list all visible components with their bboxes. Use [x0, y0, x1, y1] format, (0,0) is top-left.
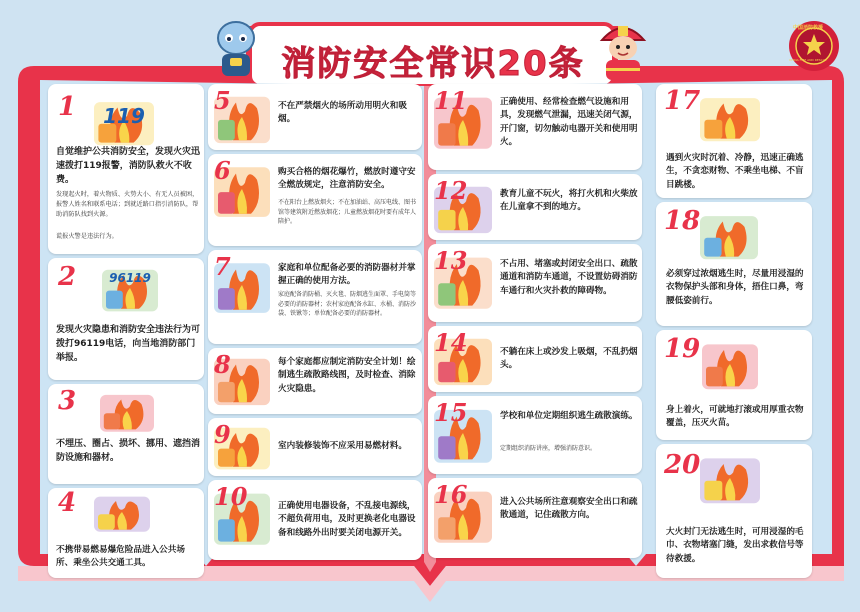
tip-picture-text-1: 119	[103, 103, 145, 128]
tip-main-text: 大火封门无法逃生时，可用浸湿的毛巾、衣物堵塞门缝，发出求救信号等待救援。	[666, 527, 804, 564]
tip-number: 7	[214, 252, 231, 281]
tip-main-text: 正确使用电器设备，不乱接电源线，不超负荷用电，及时更换老化电器设备和线路外出时要关闭电源开关。	[278, 501, 416, 538]
tip-number: 13	[434, 246, 468, 275]
tip-number: 15	[434, 398, 468, 427]
tip-number: 3	[58, 386, 77, 416]
tip-main-text: 学校和单位定期组织逃生疏散演练。	[500, 411, 638, 421]
poster-title-box	[258, 32, 608, 88]
tip-main-text: 室内装修装饰不应采用易燃材料。	[278, 441, 407, 451]
tip-main-text: 购买合格的烟花爆竹，燃放时遵守安全燃放规定，注意消防安全。	[278, 167, 416, 191]
tip-detail-text: 不在阳台上燃放烟火；不在加油站、高压电线、图书馆等建筑附近燃放烟花；儿童燃放烟花时要有成年人陪护。	[278, 199, 417, 226]
damaged-hydrant-icon	[98, 388, 156, 434]
tip-number: 2	[58, 262, 77, 292]
tip-main-text: 教育儿童不玩火，将打火机和火柴放在儿童拿不到的地方。	[500, 189, 638, 213]
tip-main-text: 不躺在床上或沙发上吸烟，不乱扔烟头。	[500, 347, 638, 371]
tip-main-text: 必须穿过浓烟逃生时，尽量用浸湿的衣物保护头部和身体，捂住口鼻，弯腰低姿前行。	[666, 269, 804, 306]
tip-main-text: 发现火灾隐患和消防安全违法行为可拨打96119电话，向当地消防部门举报。	[56, 325, 201, 363]
tip-number: 14	[434, 328, 468, 357]
tip-main-text: 遇到火灾时沉着、冷静，迅速正确逃生，不贪恋财物、不乘坐电梯、不盲目跳楼。	[666, 153, 804, 190]
firefighter-mascot-icon	[594, 18, 652, 82]
tip-main-text: 进入公共场所注意观察安全出口和疏散通道，记住疏散方向。	[500, 497, 638, 521]
tip-main-text: 不埋压、圈占、损坏、挪用、遮挡消防设施和器材。	[56, 439, 201, 463]
tip-main-text: 身上着火，可就地打滚或用厚重衣物覆盖，压灭火苗。	[666, 405, 804, 429]
tip-number: 10	[214, 482, 248, 511]
poster-title: 消防安全常识20条	[281, 43, 585, 84]
emblem-sublabel: CHINA FIRE AND RESCUE	[789, 58, 827, 62]
tip-note-text: 谎报火警是违法行为。	[56, 233, 118, 240]
report-phone-icon	[100, 262, 160, 314]
tip-picture-text-2: 96119	[109, 271, 151, 286]
tip-number: 4	[58, 488, 77, 518]
tip-number: 18	[664, 206, 701, 236]
tip-main-text: 不占用、堵塞或封闭安全出口、疏散通道和消防车通道，不设置妨碍消防车通行和火灾扑救的障碍物。	[500, 259, 638, 296]
tip-main-text: 不携带易燃易爆危险品进入公共场所、乘坐公共交通工具。	[56, 545, 185, 569]
tip-number: 20	[664, 450, 701, 480]
block-door-gap-icon	[698, 450, 762, 506]
tip-main-text: 正确使用、经常检查燃气设施和用具，发现燃气泄漏，迅速关闭气源，开门窗，切勿触动电器开关和使用明火。	[500, 97, 638, 147]
tip-number: 11	[434, 86, 468, 115]
tip-number: 17	[664, 86, 701, 116]
no-elevator-icon	[698, 90, 762, 144]
tip-detail-text: 发现起火时，着火物质、火势大小、有无人员被困，报警人姓名和联系电话；到就近路口指引消防队，帮助消防队找到火源。	[56, 191, 199, 218]
tip-main-text: 家庭和单位配备必要的消防器材并掌握正确的使用方法。	[278, 263, 416, 287]
tip-number: 12	[434, 176, 468, 205]
tip-number: 1	[58, 92, 77, 122]
tip-main-text: 自觉维护公共消防安全，发现火灾迅速拨打119报警，消防队救火不收费。	[56, 147, 201, 185]
emblem-label: 中国消防救援	[792, 25, 823, 31]
tip-main-text: 不在严禁烟火的场所动用明火和吸烟。	[278, 101, 407, 125]
robot-mascot-icon	[212, 18, 260, 80]
tip-number: 5	[214, 86, 231, 115]
tip-number: 19	[664, 334, 701, 364]
no-hazardous-goods-icon	[92, 490, 152, 534]
tip-number: 9	[214, 420, 231, 449]
tip-number: 16	[434, 480, 468, 509]
tip-detail-text: 定期组织消防讲座，增强消防意识。	[500, 445, 597, 452]
tip-main-text: 每个家庭都应制定消防安全计划！绘制逃生疏散路线图，及时检查、消除火灾隐患。	[278, 357, 416, 394]
tip-detail-text: 家庭配备消防桶、灭火毯、防烟逃生面罩、手电筒等必要的消防器材；农村家庭配备水缸、水桶、消防沙袋、铁锹等；单位配备必要的消防器材。	[278, 291, 417, 318]
tip-number: 6	[214, 156, 231, 185]
cover-mouth-icon	[698, 208, 760, 262]
tip-number: 8	[214, 350, 231, 379]
roll-on-ground-icon	[700, 336, 760, 392]
